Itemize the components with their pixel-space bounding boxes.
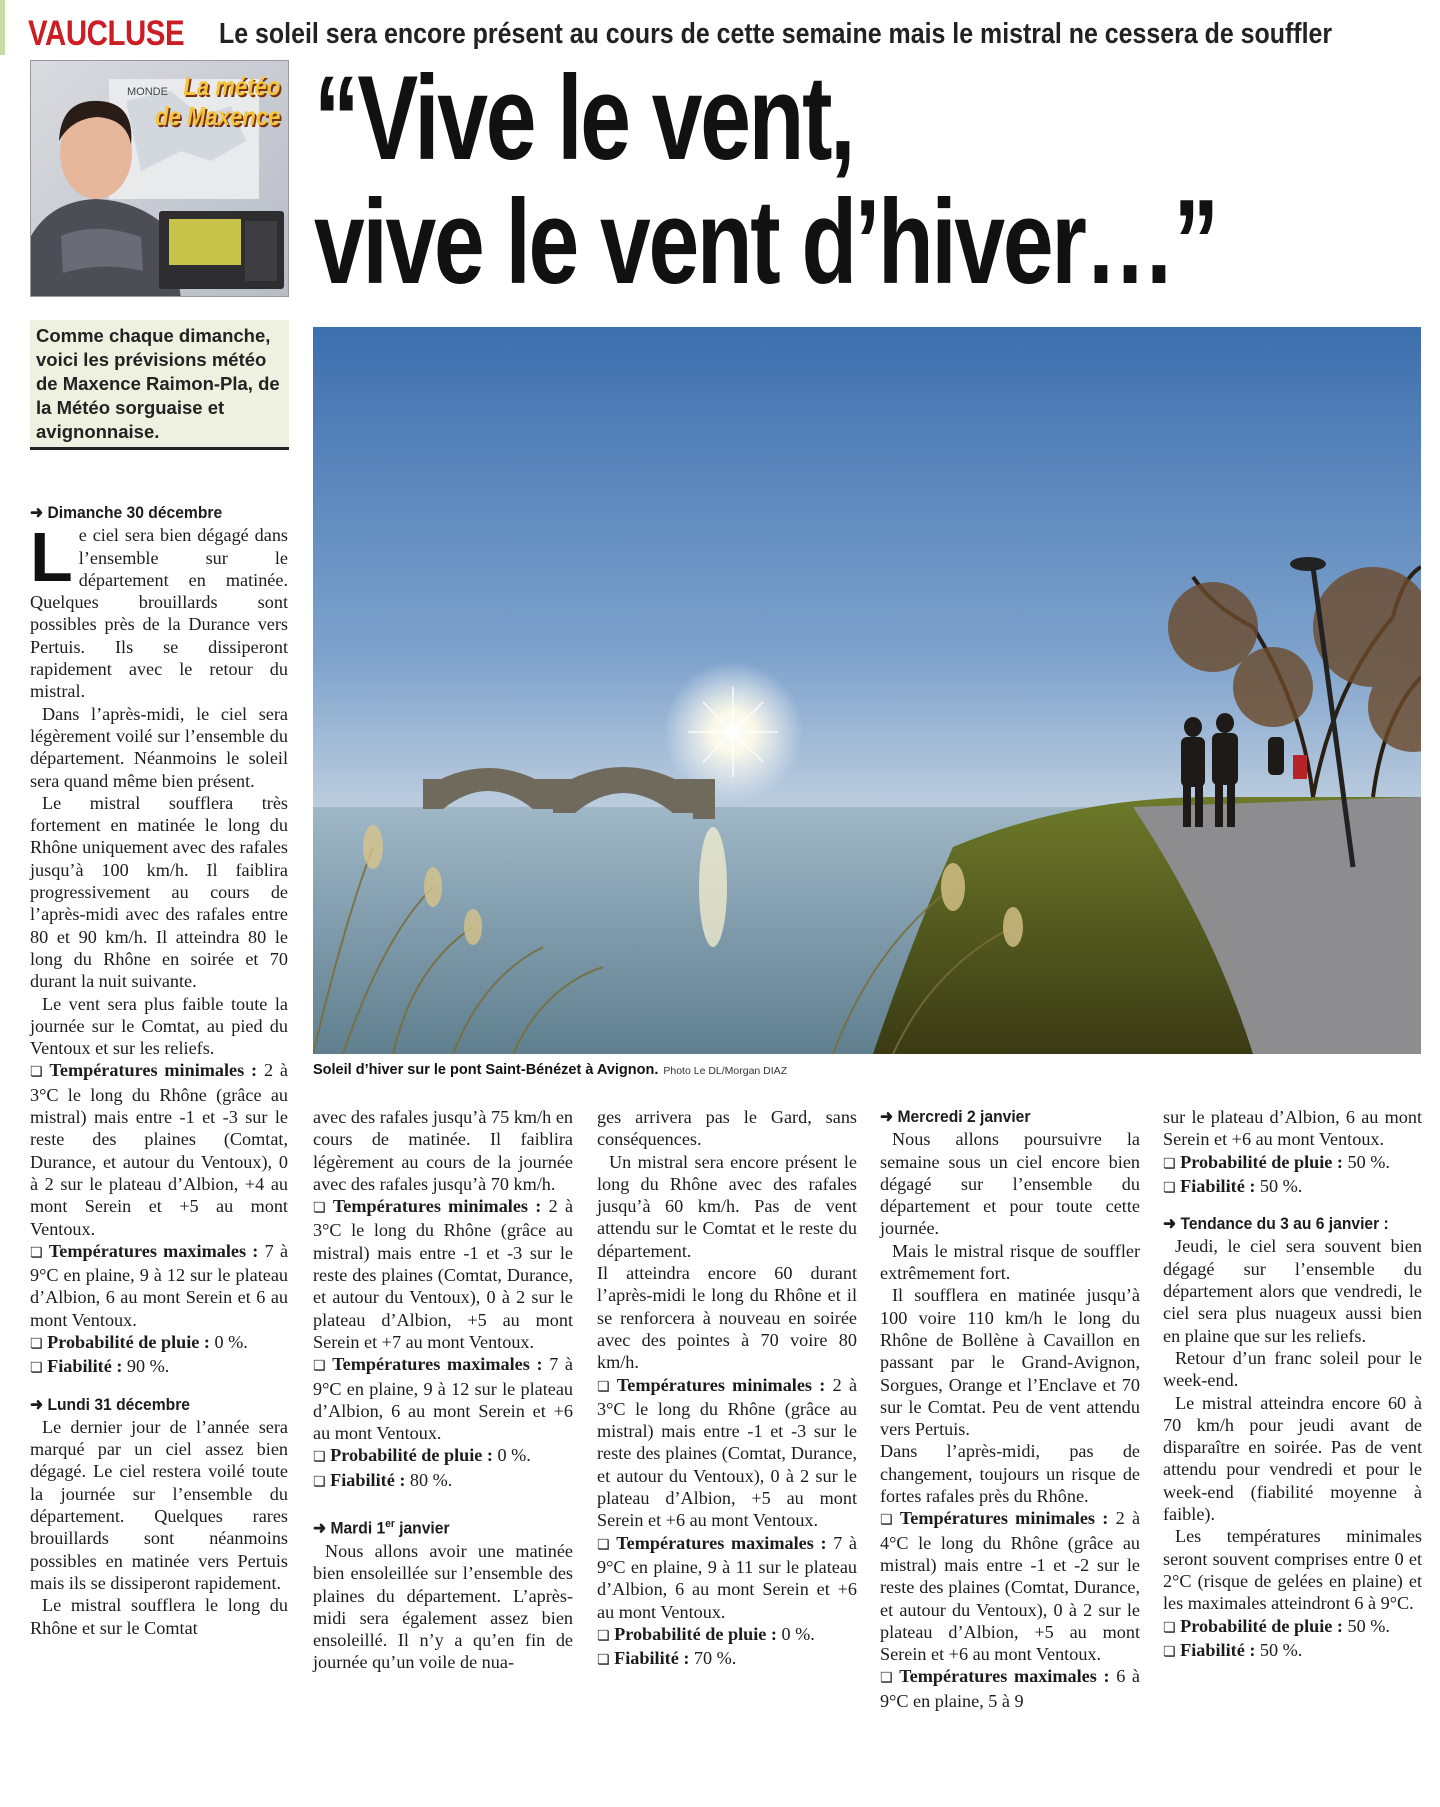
photo-scene <box>313 327 1421 1054</box>
article-column-1 <box>30 502 288 1639</box>
checkbox-icon: ❏ <box>30 1244 43 1261</box>
article-column-2 <box>313 1106 573 1674</box>
checkbox-icon: ❏ <box>880 1512 893 1529</box>
forecast-value: 90 %. <box>126 1356 170 1377</box>
page-edge-marker <box>0 0 5 55</box>
checkbox-icon: ❏ <box>880 1670 893 1687</box>
forecast-tmin <box>30 1059 288 1239</box>
section-heading-mardi <box>313 1513 552 1540</box>
forecast-tmax <box>30 1240 288 1331</box>
paragraph: Il atteindra encore 60 durant l’après-midi le long du Rhône et il se renforcera à nouveau en soirée avec des pointes à 70 voire 80 km/h. <box>597 1263 857 1373</box>
forecast-tmax <box>880 1665 1140 1712</box>
forecast-label: Fiabilité : <box>1180 1175 1256 1196</box>
caption-text: Soleil d’hiver sur le pont Saint-Bénézet à Avignon. <box>313 1062 659 1078</box>
author-portrait <box>30 60 289 297</box>
checkbox-icon: ❏ <box>597 1652 610 1669</box>
paragraph: sur le plateau d’Albion, 6 au mont Serein et +6 au mont Ventoux. <box>1163 1107 1422 1150</box>
forecast-label: Températures maximales : <box>332 1354 543 1375</box>
paragraph: Un mistral sera encore présent le long du Rhône avec des rafales jusqu’à 60 km/h. Pas de vent attendu sur le Comtat et le reste du département. <box>597 1151 857 1261</box>
forecast-value: 7 à 9°C en plaine, 9 à 11 sur le plateau d’Albion, 6 au mont Serein et +6 au mont Ventoux. <box>597 1532 858 1622</box>
forecast-label: Fiabilité : <box>330 1469 406 1490</box>
forecast-label: Températures maximales : <box>616 1532 827 1553</box>
paragraph: Les températures minimales seront souvent comprises entre 0 et 2°C (risque de gelées en plaine) et les maximales atteindront 6 à 9°C. <box>1163 1526 1422 1614</box>
rubric-name: VAUCLUSE <box>28 14 185 53</box>
forecast-value: 2 à 3°C le long du Rhône (grâce au mistral) mais entre -1 et -3 sur le reste des plaines (Comtat, Durance, et autour du Ventoux), 0 à 2 sur le plateau d’Albion, +4 au mont Serein et +5 au mont Ventoux. <box>30 1060 289 1239</box>
paragraph: ges arrivera pas le Gard, sans conséquences. <box>597 1107 857 1150</box>
forecast-label: Probabilité de pluie : <box>47 1331 210 1352</box>
forecast-tmin <box>313 1195 573 1353</box>
paragraph: avec des rafales jusqu’à 75 km/h en cours de matinée. Il faiblira légèrement au cours de la journée avec des rafales jusqu’à 70 km/h. <box>313 1107 573 1194</box>
forecast-reliability <box>30 1355 288 1379</box>
forecast-rain <box>1163 1151 1422 1175</box>
heading-text: ➜ Mardi 1 <box>313 1518 386 1538</box>
checkbox-icon: ❏ <box>313 1449 326 1466</box>
paragraph-text: e ciel sera bien dégagé dans l’ensemble sur le département en matinée. Quelques brouillards sont possibles près de la Durance vers Pertuis. Ils se dissiperont rapidement avec le retour du mistral. <box>30 525 288 702</box>
forecast-tmin <box>597 1374 857 1532</box>
section-heading-dimanche: ➜ Dimanche 30 décembre <box>30 503 223 522</box>
dropcap: L <box>30 518 73 597</box>
intro-box: Comme chaque dimanche, voici les prévisions météo de Maxence Raimon-Pla, de la Météo sorguaise et avignonnaise. <box>30 320 289 450</box>
forecast-label: Températures minimales : <box>616 1374 826 1395</box>
portrait-sign-text: MONDE <box>127 86 168 98</box>
forecast-label: Probabilité de pluie : <box>330 1445 493 1466</box>
paragraph: Nous allons poursuivre la semaine sous un ciel encore bien dégagé sur l’ensemble du département et pour toute cette journée. <box>880 1129 1140 1239</box>
forecast-value: 7 à 9°C en plaine, 9 à 12 sur le plateau d’Albion, 6 au mont Serein et 6 au mont Ventoux. <box>30 1240 289 1330</box>
article-column-3 <box>597 1106 857 1671</box>
checkbox-icon: ❏ <box>313 1358 326 1375</box>
paragraph: Le mistral soufflera très fortement en matinée le long du Rhône uniquement avec des rafales jusqu’à 100 km/h. Il faiblira progressivement au cours de l’après-midi avec des rafales entre 80 et 90 km/h. Il atteindra 80 le long du Rhône en soirée et 70 durant la nuit suivante. <box>30 792 288 992</box>
checkbox-icon: ❏ <box>313 1473 326 1490</box>
forecast-value: 70 %. <box>693 1648 737 1669</box>
forecast-value: 0 %. <box>214 1331 248 1352</box>
forecast-value: 2 à 3°C le long du Rhône (grâce au mistral) mais entre -1 et -3 sur le reste des plaines (Comtat, Durance, et autour du Ventoux), 0 à 2 sur le plateau d’Albion, +5 au mont Serein et +6 au mont Ventoux. <box>597 1374 858 1531</box>
forecast-label: Fiabilité : <box>614 1648 690 1669</box>
paragraph: Jeudi, le ciel sera souvent bien dégagé sur l’ensemble du département alors que vendredi, le ciel sera plus nuageux aussi bien en plaine que sur les reliefs. <box>1163 1236 1422 1346</box>
heading-superscript: er <box>385 1518 395 1531</box>
paragraph: Dans l’après-midi, le ciel sera légèrement voilé sur l’ensemble du département. Néanmoins le soleil sera quand même bien présent. <box>30 703 288 791</box>
forecast-reliability <box>1163 1175 1422 1199</box>
checkbox-icon: ❏ <box>597 1536 610 1553</box>
paragraph: Le dernier jour de l’année sera marqué par un ciel assez bien dégagé. Le ciel restera voilé toute la journée sur l’ensemble du département. Quelques rares brouillards sont néanmoins possibles en matinée vers Pertuis mais ils se dissiperont rapidement. <box>30 1416 288 1593</box>
article-column-4 <box>880 1106 1140 1712</box>
paragraph: Il soufflera en matinée jusqu’à 100 voire 110 km/h le long du Rhône de Bollène à Cavaillon en passant par le Grand-Avignon, Sorgues, Orange et l’Enclave et 70 sur le Comtat. Peu de vent attendu vers Pertuis. <box>880 1285 1140 1440</box>
forecast-label: Probabilité de pluie : <box>614 1623 777 1644</box>
checkbox-icon: ❏ <box>1163 1179 1176 1196</box>
section-heading-mercredi: ➜ Mercredi 2 janvier <box>880 1107 1031 1126</box>
headline-line2: vive le vent d’hiver…” <box>314 175 1217 309</box>
paragraph <box>30 518 288 702</box>
forecast-value: 7 à 9°C en plaine, 9 à 12 sur le plateau d’Albion, 6 au mont Serein et +6 au mont Ventoux. <box>313 1354 574 1444</box>
checkbox-icon: ❏ <box>597 1627 610 1644</box>
forecast-value: 2 à 4°C le long du Rhône (grâce au mistral) mais entre -1 et -2 sur le reste des plaines (Comtat, Durance, et autour du Ventoux), 0 à 2 sur le plateau d’Albion, +5 au mont Serein et +6 au mont Ventoux. <box>880 1508 1141 1665</box>
forecast-value: 50 %. <box>1259 1175 1303 1196</box>
forecast-rain <box>30 1331 288 1355</box>
checkbox-icon: ❏ <box>313 1200 326 1217</box>
main-photo <box>313 327 1421 1054</box>
paragraph: Le mistral atteindra encore 60 à 70 km/h pour jeudi avant de disparaître en soirée. Pas de vent attendu pour vendredi et pour le week-end (fiabilité moyenne à faible). <box>1163 1392 1422 1525</box>
forecast-rain <box>1163 1615 1422 1639</box>
forecast-label: Probabilité de pluie : <box>1180 1151 1343 1172</box>
checkbox-icon: ❏ <box>1163 1643 1176 1660</box>
paragraph: Mais le mistral risque de souffler extrêmement fort. <box>880 1240 1140 1284</box>
portrait-title <box>155 71 280 131</box>
forecast-value: 6 à 9°C en plaine, 5 à 9 <box>880 1666 1141 1711</box>
heading-text: janvier <box>394 1518 450 1538</box>
forecast-tmax <box>597 1532 857 1623</box>
headline-line1: “Vive le vent, <box>314 51 854 185</box>
forecast-rain <box>313 1444 573 1468</box>
forecast-value: 50 %. <box>1259 1639 1303 1660</box>
forecast-label: Fiabilité : <box>1180 1639 1256 1660</box>
forecast-label: Fiabilité : <box>47 1356 123 1377</box>
forecast-value: 0 %. <box>497 1445 531 1466</box>
forecast-reliability <box>597 1647 857 1671</box>
paragraph: Dans l’après-midi, pas de changement, toujours un risque de fortes rafales près du Rhône. <box>880 1441 1140 1507</box>
forecast-label: Températures minimales : <box>899 1508 1109 1529</box>
forecast-value: 0 %. <box>781 1623 815 1644</box>
photo-caption <box>313 1062 1421 1078</box>
forecast-tmin <box>880 1507 1140 1665</box>
portrait-title-line1: La météo <box>182 71 280 101</box>
paragraph: Le vent sera plus faible toute la journée sur le Comtat, au pied du Ventoux et sur les reliefs. <box>30 993 288 1059</box>
forecast-value: 80 %. <box>409 1469 453 1490</box>
paragraph: Nous allons avoir une matinée bien ensoleillée sur l’ensemble des plaines du département. L’après-midi sera également assez bien ensoleillé. Il n’y a qu’en fin de journée qu’un voile de nua- <box>313 1541 573 1673</box>
section-heading-tendance: ➜ Tendance du 3 au 6 janvier : <box>1163 1214 1389 1234</box>
article-column-5 <box>1163 1106 1422 1663</box>
forecast-value: 50 %. <box>1347 1615 1390 1636</box>
rubric-tagline: Le soleil sera encore présent au cours de cette semaine mais le mistral ne cessera de souffler <box>219 17 1333 50</box>
forecast-value: 50 %. <box>1347 1151 1390 1172</box>
forecast-label: Températures minimales : <box>49 1060 258 1081</box>
checkbox-icon: ❏ <box>30 1064 43 1081</box>
checkbox-icon: ❏ <box>597 1378 610 1395</box>
checkbox-icon: ❏ <box>30 1360 43 1377</box>
section-heading-lundi: ➜ Lundi 31 décembre <box>30 1394 190 1414</box>
portrait-title-line2: de Maxence <box>154 101 280 131</box>
rubric-header <box>28 12 1428 56</box>
checkbox-icon: ❏ <box>1163 1619 1176 1636</box>
forecast-label: Températures maximales : <box>48 1240 259 1261</box>
photo-credit: Photo Le DL/Morgan DIAZ <box>663 1065 788 1077</box>
forecast-reliability <box>1163 1639 1422 1663</box>
forecast-tmax <box>313 1353 573 1444</box>
forecast-reliability <box>313 1469 573 1493</box>
forecast-value: 2 à 3°C le long du Rhône (grâce au mistral) mais entre -1 et -3 sur le reste des plaines (Comtat, Durance, et autour du Ventoux), 0 à 2 sur le plateau d’Albion, +5 au mont Serein et +7 au mont Ventoux. <box>313 1196 574 1352</box>
forecast-label: Températures maximales : <box>899 1666 1110 1687</box>
forecast-label: Probabilité de pluie : <box>1180 1615 1343 1636</box>
paragraph: Retour d’un franc soleil pour le week-end. <box>1163 1347 1422 1391</box>
paragraph: Le mistral soufflera le long du Rhône et sur le Comtat <box>30 1595 288 1638</box>
forecast-label: Températures minimales : <box>332 1196 542 1217</box>
checkbox-icon: ❏ <box>30 1335 43 1352</box>
forecast-rain <box>597 1623 857 1647</box>
checkbox-icon: ❏ <box>1163 1155 1176 1172</box>
headline <box>314 51 1217 309</box>
